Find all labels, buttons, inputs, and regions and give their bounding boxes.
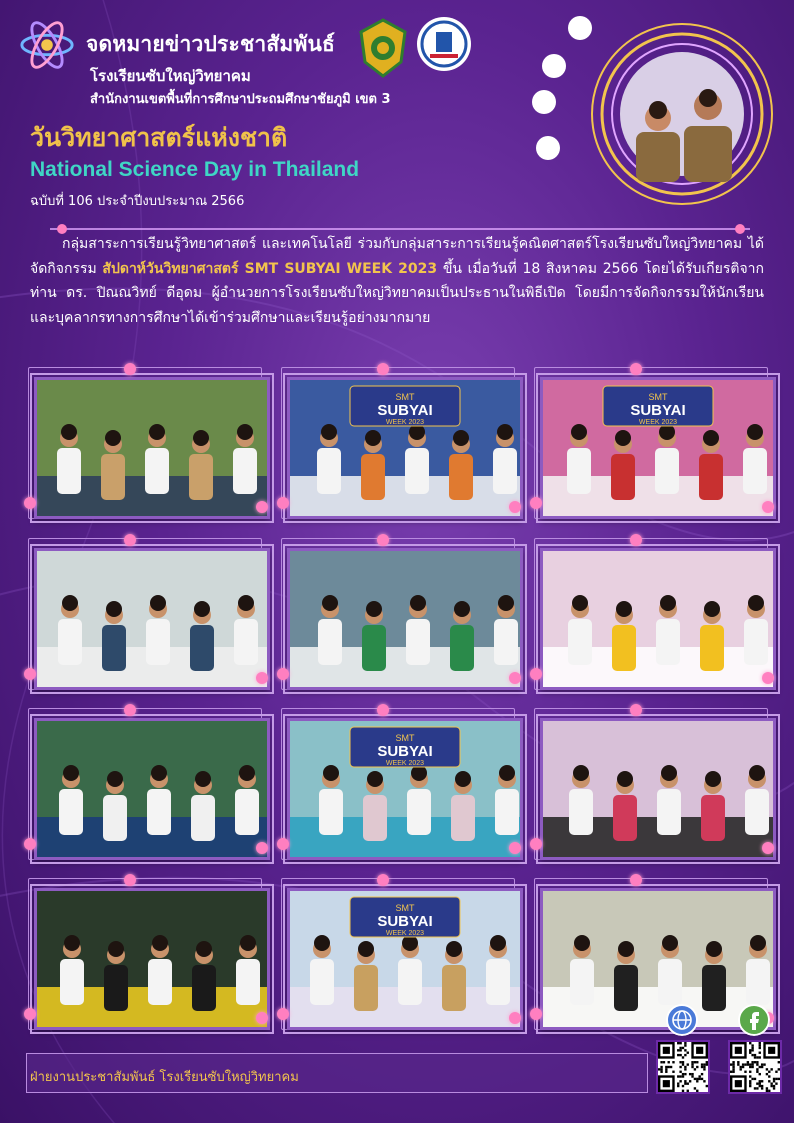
svg-text:SUBYAI: SUBYAI <box>377 743 433 760</box>
svg-text:WEEK 2023: WEEK 2023 <box>638 419 678 426</box>
decorative-dot <box>530 668 542 680</box>
school-name: โรงเรียนซับใหญ่วิทยาคม <box>90 67 251 85</box>
activity-photo <box>34 377 270 519</box>
decorative-dot <box>509 672 521 684</box>
newsletter-title: จดหมายข่าวประชาสัมพันธ์ <box>86 32 336 56</box>
activity-photo <box>287 718 523 860</box>
svg-text:SMT: SMT <box>395 903 415 913</box>
school-quality-logo <box>416 16 472 72</box>
svg-text:SMT: SMT <box>395 392 415 402</box>
decorative-dot <box>256 501 268 513</box>
svg-text:SUBYAI: SUBYAI <box>377 913 433 930</box>
decorative-dot <box>377 874 389 886</box>
paragraph-highlight: สัปดาห์วันวิทยาศาสตร์ SMT SUBYAI WEEK 2023 <box>102 260 438 277</box>
svg-text:WEEK 2023: WEEK 2023 <box>385 930 425 937</box>
decorative-dot <box>256 672 268 684</box>
decorative-dot <box>124 704 136 716</box>
decorative-dot <box>24 668 36 680</box>
decorative-dots <box>528 16 598 166</box>
decorative-dot <box>630 534 642 546</box>
decorative-dot <box>277 668 289 680</box>
activity-photo <box>34 888 270 1030</box>
website-globe-icon[interactable] <box>666 1004 698 1036</box>
paragraph-text-1: กลุ่มสาระการเรียนรู้วิทยาศาสตร์ และเทคโนโลยี ร่วมกับกลุ่มสาระการเรียนรู้คณิตศาสตร์โรงเรียนซับใหญ่วิทยาคม ได้จัดกิจกรรม <box>30 236 764 277</box>
decorative-dot <box>24 1008 36 1020</box>
decorative-dot <box>630 874 642 886</box>
decorative-dot <box>530 497 542 509</box>
activity-photo <box>287 888 523 1030</box>
atom-icon <box>18 16 76 74</box>
office-name: สำนักงานเขตพื้นที่การศึกษาประถมศึกษาชัยภูมิ เขต 3 <box>90 92 391 107</box>
activity-photo <box>287 377 523 519</box>
activity-photo <box>540 718 776 860</box>
event-title-english: National Science Day in Thailand <box>30 158 360 181</box>
event-title-thai: วันวิทยาศาสตร์แห่งชาติ <box>30 123 288 152</box>
qr-code-website[interactable] <box>656 1040 710 1094</box>
decorative-dot <box>277 1008 289 1020</box>
svg-text:SMT: SMT <box>648 392 668 402</box>
activity-photo <box>34 548 270 690</box>
decorative-dot <box>24 497 36 509</box>
school-crest-logo <box>357 18 409 78</box>
svg-text:SUBYAI: SUBYAI <box>377 402 433 419</box>
decorative-dot <box>509 501 521 513</box>
decorative-dot <box>509 842 521 854</box>
svg-text:WEEK 2023: WEEK 2023 <box>385 760 425 767</box>
activity-photo <box>540 548 776 690</box>
paragraph-text-2: ขึ้น เมื่อวันที่ 18 สิงหาคม 2566 โดยได้รับเกียรติจากท่าน ดร. ปิณณวิทย์ ดีอุดม ผู้อำนวยการโรงเรียนซับใหญ่วิทยาคมเป็นประธานในพิธีเปิด โดยมีการจัดกิจกรรมให้นักเรียน และบุคลากรทางการศึกษาได้เข้าร่วมศึกษาและเรียนรู้อย่างมากมาย <box>30 260 765 326</box>
activity-photo <box>34 718 270 860</box>
qr-code-icon <box>658 1042 708 1092</box>
issue-line: ฉบับที่ 106 ประจำปีงบประมาณ 2566 <box>30 194 245 209</box>
decorative-dot <box>630 704 642 716</box>
news-paragraph <box>30 232 764 330</box>
facebook-icon[interactable] <box>738 1004 770 1036</box>
qr-code-icon <box>730 1042 780 1092</box>
director-portrait <box>590 22 774 206</box>
decorative-dot <box>530 838 542 850</box>
decorative-dot <box>509 1012 521 1024</box>
decorative-dot <box>377 534 389 546</box>
decorative-dot <box>530 1008 542 1020</box>
activity-photo <box>540 888 776 1030</box>
decorative-dot <box>124 363 136 375</box>
decorative-dot <box>762 501 774 513</box>
decorative-dot <box>124 534 136 546</box>
decorative-dot <box>377 704 389 716</box>
footer-text: ฝ่ายงานประชาสัมพันธ์ โรงเรียนซับใหญ่วิทยาคม <box>30 1070 299 1085</box>
decorative-dot <box>277 497 289 509</box>
decorative-dot <box>762 672 774 684</box>
svg-text:SUBYAI: SUBYAI <box>630 402 686 419</box>
decorative-dot <box>277 838 289 850</box>
decorative-dot <box>256 842 268 854</box>
activity-photo <box>287 548 523 690</box>
decorative-dot <box>24 838 36 850</box>
decorative-dot <box>124 874 136 886</box>
decorative-dot <box>256 1012 268 1024</box>
activity-photo <box>540 377 776 519</box>
decorative-dot <box>630 363 642 375</box>
qr-code-facebook[interactable] <box>728 1040 782 1094</box>
decorative-dot <box>762 842 774 854</box>
svg-text:WEEK 2023: WEEK 2023 <box>385 419 425 426</box>
decorative-dot <box>377 363 389 375</box>
svg-text:SMT: SMT <box>395 733 415 743</box>
